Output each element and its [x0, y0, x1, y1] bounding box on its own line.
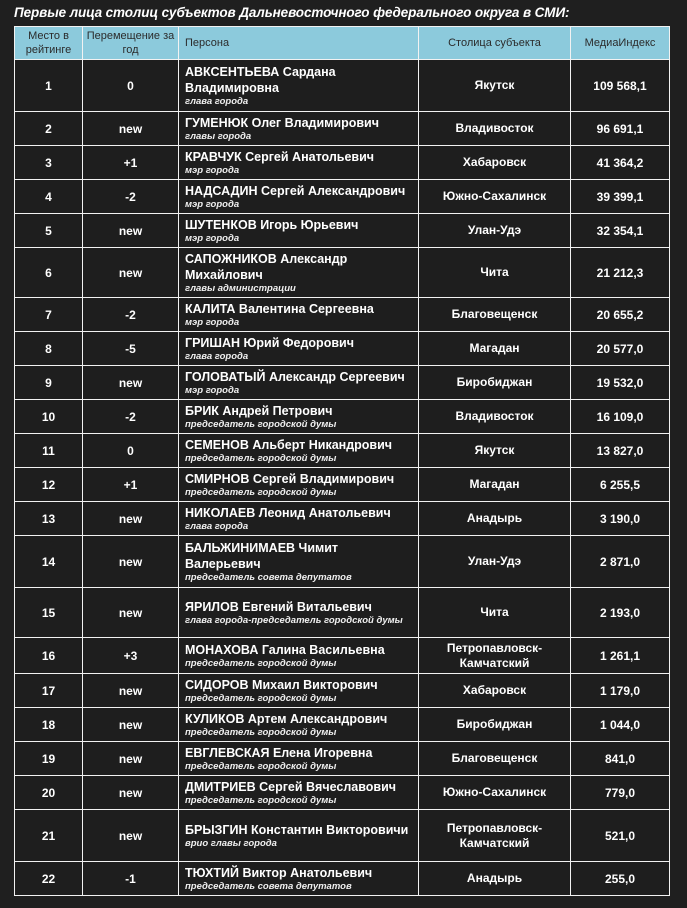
table-row — [15, 112, 670, 146]
capital-cell: Южно-Сахалинск — [419, 180, 571, 214]
capital-cell: Якутск — [419, 60, 571, 112]
table-row — [15, 776, 670, 810]
person-role: председатель городской думы — [185, 726, 337, 738]
table-row — [15, 468, 670, 502]
change-cell: -2 — [83, 400, 179, 434]
change-cell: new — [83, 502, 179, 536]
person-name: БРЫЗГИН Константин Викторовичи — [185, 822, 409, 837]
mediaindex-cell: 1 179,0 — [571, 674, 670, 708]
person-cell — [179, 332, 419, 366]
person-cell — [179, 776, 419, 810]
table-row — [15, 588, 670, 638]
mediaindex-cell: 255,0 — [571, 862, 670, 896]
person-name: ГРИШАН Юрий Федорович — [185, 335, 354, 350]
person-role: глава города-председатель городской думы — [185, 614, 403, 626]
mediaindex-cell: 19 532,0 — [571, 366, 670, 400]
table-row — [15, 180, 670, 214]
person-name: СМИРНОВ Сергей Владимирович — [185, 471, 395, 486]
person-name: КАЛИТА Валентина Сергеевна — [185, 301, 374, 316]
rank-cell: 22 — [15, 862, 83, 896]
person-role: председатель городской думы — [185, 486, 337, 498]
capital-cell: Анадырь — [419, 502, 571, 536]
rank-cell: 16 — [15, 638, 83, 674]
person-name: МОНАХОВА Галина Васильевна — [185, 642, 385, 657]
person-cell — [179, 180, 419, 214]
mediaindex-cell: 3 190,0 — [571, 502, 670, 536]
mediaindex-cell: 6 255,5 — [571, 468, 670, 502]
change-cell: new — [83, 776, 179, 810]
person-name: БРИК Андрей Петрович — [185, 403, 333, 418]
person-name: ДМИТРИЕВ Сергей Вячеславович — [185, 779, 397, 794]
person-role: врио главы города — [185, 837, 277, 849]
table-row — [15, 502, 670, 536]
table-title: Первые лица столиц субъектов Дальневосточного федерального округа в СМИ: — [14, 5, 570, 20]
person-cell — [179, 214, 419, 248]
rank-cell: 8 — [15, 332, 83, 366]
person-role: главы администрации — [185, 282, 296, 294]
capital-cell: Магадан — [419, 332, 571, 366]
rank-cell: 7 — [15, 298, 83, 332]
person-role: председатель городской думы — [185, 657, 337, 669]
header-rank: Место в рейтинге — [15, 27, 83, 60]
capital-cell: Чита — [419, 248, 571, 298]
person-role: председатель городской думы — [185, 452, 337, 464]
person-cell — [179, 298, 419, 332]
table-row — [15, 536, 670, 588]
mediaindex-cell: 109 568,1 — [571, 60, 670, 112]
change-cell: -2 — [83, 298, 179, 332]
rank-cell: 6 — [15, 248, 83, 298]
change-cell: new — [83, 248, 179, 298]
table-body — [15, 60, 670, 896]
rank-cell: 15 — [15, 588, 83, 638]
capital-cell: Владивосток — [419, 112, 571, 146]
rank-cell: 4 — [15, 180, 83, 214]
capital-cell: Биробиджан — [419, 708, 571, 742]
change-cell: new — [83, 536, 179, 588]
mediaindex-cell: 41 364,2 — [571, 146, 670, 180]
person-cell — [179, 588, 419, 638]
person-name: БАЛЬЖИНИМАЕВ Чимит Валерьевич — [185, 540, 339, 571]
capital-cell: Магадан — [419, 468, 571, 502]
person-name: АВКСЕНТЬЕВА Сардана Владимировна — [185, 64, 336, 95]
person-name: КРАВЧУК Сергей Анатольевич — [185, 149, 375, 164]
table-row — [15, 400, 670, 434]
change-cell: new — [83, 588, 179, 638]
person-cell — [179, 536, 419, 588]
change-cell: new — [83, 214, 179, 248]
person-cell — [179, 248, 419, 298]
person-cell — [179, 434, 419, 468]
capital-cell: Хабаровск — [419, 146, 571, 180]
capital-cell: Петропавловск-Камчатский — [419, 638, 571, 674]
person-cell — [179, 674, 419, 708]
rank-cell: 9 — [15, 366, 83, 400]
person-cell — [179, 60, 419, 112]
mediaindex-cell: 21 212,3 — [571, 248, 670, 298]
change-cell: 0 — [83, 434, 179, 468]
person-role: председатель городской думы — [185, 692, 337, 704]
capital-cell: Благовещенск — [419, 742, 571, 776]
mediaindex-cell: 96 691,1 — [571, 112, 670, 146]
person-role: мэр города — [185, 384, 240, 396]
header-change: Перемещение за год — [83, 27, 179, 60]
capital-cell: Владивосток — [419, 400, 571, 434]
table-row — [15, 146, 670, 180]
table-row — [15, 674, 670, 708]
person-role: глава города — [185, 520, 249, 532]
table-row — [15, 434, 670, 468]
person-name: НАДСАДИН Сергей Александрович — [185, 183, 406, 198]
person-role: глава города — [185, 95, 249, 107]
table-row — [15, 638, 670, 674]
mediaindex-cell: 841,0 — [571, 742, 670, 776]
change-cell: new — [83, 674, 179, 708]
rank-cell: 20 — [15, 776, 83, 810]
change-cell: +1 — [83, 146, 179, 180]
rank-cell: 14 — [15, 536, 83, 588]
table-row — [15, 332, 670, 366]
change-cell: +1 — [83, 468, 179, 502]
person-cell — [179, 638, 419, 674]
rank-cell: 18 — [15, 708, 83, 742]
person-role: председатель городской думы — [185, 794, 337, 806]
capital-cell: Биробиджан — [419, 366, 571, 400]
person-cell — [179, 810, 419, 862]
mediaindex-cell: 1 261,1 — [571, 638, 670, 674]
rank-cell: 21 — [15, 810, 83, 862]
person-role: председатель городской думы — [185, 760, 337, 772]
person-cell — [179, 468, 419, 502]
capital-cell: Улан-Удэ — [419, 536, 571, 588]
mediaindex-cell: 20 577,0 — [571, 332, 670, 366]
table-header-row — [15, 27, 670, 60]
person-name: ЕВГЛЕВСКАЯ Елена Игоревна — [185, 745, 373, 760]
header-person: Персона — [179, 27, 419, 60]
rating-table — [14, 26, 670, 896]
change-cell: new — [83, 810, 179, 862]
mediaindex-cell: 16 109,0 — [571, 400, 670, 434]
person-role: глава города — [185, 350, 249, 362]
table-row — [15, 248, 670, 298]
capital-cell: Благовещенск — [419, 298, 571, 332]
change-cell: +3 — [83, 638, 179, 674]
mediaindex-cell: 779,0 — [571, 776, 670, 810]
table-row — [15, 862, 670, 896]
capital-cell: Улан-Удэ — [419, 214, 571, 248]
person-name: САПОЖНИКОВ Александр Михайлович — [185, 251, 348, 282]
mediaindex-cell: 39 399,1 — [571, 180, 670, 214]
person-name: ТЮХТИЙ Виктор Анатольевич — [185, 865, 373, 880]
rank-cell: 10 — [15, 400, 83, 434]
person-cell — [179, 862, 419, 896]
change-cell: new — [83, 112, 179, 146]
person-cell — [179, 146, 419, 180]
table-row — [15, 60, 670, 112]
mediaindex-cell: 20 655,2 — [571, 298, 670, 332]
table-row — [15, 366, 670, 400]
person-cell — [179, 742, 419, 776]
person-name: НИКОЛАЕВ Леонид Анатольевич — [185, 505, 391, 520]
person-cell — [179, 112, 419, 146]
person-name: ГОЛОВАТЫЙ Александр Сергеевич — [185, 369, 405, 384]
person-role: мэр города — [185, 316, 240, 328]
change-cell: 0 — [83, 60, 179, 112]
change-cell: -2 — [83, 180, 179, 214]
mediaindex-cell: 13 827,0 — [571, 434, 670, 468]
person-role: мэр города — [185, 198, 240, 210]
rank-cell: 2 — [15, 112, 83, 146]
mediaindex-cell: 32 354,1 — [571, 214, 670, 248]
person-cell — [179, 708, 419, 742]
person-role: мэр города — [185, 164, 240, 176]
person-role: мэр города — [185, 232, 240, 244]
capital-cell: Анадырь — [419, 862, 571, 896]
person-name: СИДОРОВ Михаил Викторович — [185, 677, 378, 692]
mediaindex-cell: 2 871,0 — [571, 536, 670, 588]
table-row — [15, 298, 670, 332]
capital-cell: Якутск — [419, 434, 571, 468]
change-cell: new — [83, 366, 179, 400]
rank-cell: 19 — [15, 742, 83, 776]
table-row — [15, 214, 670, 248]
mediaindex-cell: 1 044,0 — [571, 708, 670, 742]
table-row — [15, 742, 670, 776]
person-name: СЕМЕНОВ Альберт Никандрович — [185, 437, 393, 452]
person-role: председатель совета депутатов — [185, 571, 352, 583]
rank-cell: 5 — [15, 214, 83, 248]
person-cell — [179, 502, 419, 536]
rank-cell: 17 — [15, 674, 83, 708]
header-capital: Столица субъекта — [419, 27, 571, 60]
rank-cell: 11 — [15, 434, 83, 468]
table-row — [15, 810, 670, 862]
change-cell: -5 — [83, 332, 179, 366]
person-name: ШУТЕНКОВ Игорь Юрьевич — [185, 217, 359, 232]
person-role: председатель совета депутатов — [185, 880, 352, 892]
rank-cell: 3 — [15, 146, 83, 180]
rank-cell: 1 — [15, 60, 83, 112]
rank-cell: 12 — [15, 468, 83, 502]
change-cell: new — [83, 708, 179, 742]
capital-cell: Хабаровск — [419, 674, 571, 708]
change-cell: -1 — [83, 862, 179, 896]
table-row — [15, 708, 670, 742]
capital-cell: Чита — [419, 588, 571, 638]
person-name: ГУМЕНЮК Олег Владимирович — [185, 115, 379, 130]
change-cell: new — [83, 742, 179, 776]
capital-cell: Петропавловск-Камчатский — [419, 810, 571, 862]
person-name: КУЛИКОВ Артем Александрович — [185, 711, 388, 726]
person-role: главы города — [185, 130, 252, 142]
mediaindex-cell: 2 193,0 — [571, 588, 670, 638]
header-index: МедиаИндекс — [571, 27, 670, 60]
mediaindex-cell: 521,0 — [571, 810, 670, 862]
person-role: председатель городской думы — [185, 418, 337, 430]
person-cell — [179, 400, 419, 434]
person-name: ЯРИЛОВ Евгений Витальевич — [185, 599, 372, 614]
person-cell — [179, 366, 419, 400]
capital-cell: Южно-Сахалинск — [419, 776, 571, 810]
rank-cell: 13 — [15, 502, 83, 536]
